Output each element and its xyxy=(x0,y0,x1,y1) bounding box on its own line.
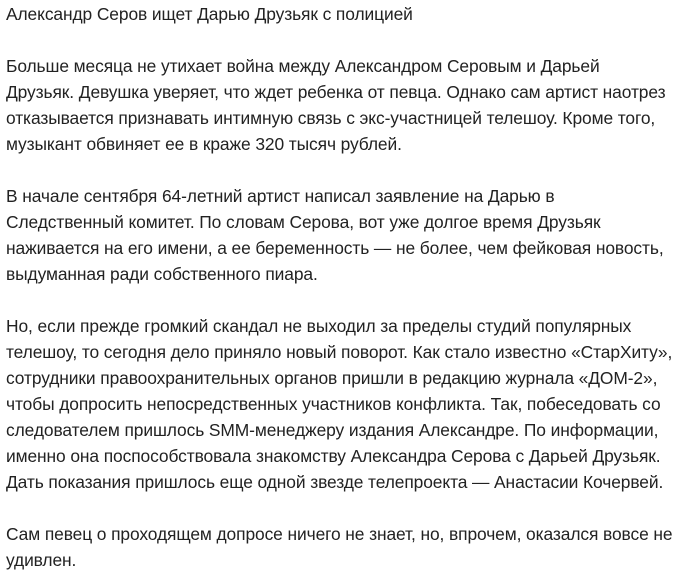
paragraph-3-line-4: чтобы допросить непосредственных участников конфликта. Так, побеседовать со xyxy=(6,394,661,414)
article-title: Александр Серов ищет Дарью Друзьяк с полицией xyxy=(6,4,413,24)
paragraph-4-line-1: Сам певец о проходящем допросе ничего не знает, но, впрочем, оказался вовсе не xyxy=(6,524,673,544)
paragraph-3-line-6: именно она поспособствовала знакомству Александра Серова с Дарьей Друзьяк. xyxy=(6,446,661,466)
paragraph-3-line-5: следователем пришлось SMM-менеджеру издания Александре. По информации, xyxy=(6,420,659,440)
paragraph-1-line-4: музыкант обвиняет ее в краже 320 тысяч рублей. xyxy=(6,134,402,154)
paragraph-3 xyxy=(6,313,696,495)
paragraph-3-line-7: Дать показания пришлось еще одной звезде телепроекта — Анастасии Кочервей. xyxy=(6,472,664,492)
paragraph-2-line-4: выдуманная ради собственного пиара. xyxy=(6,264,318,284)
paragraph-2-line-2: Следственный комитет. По словам Серова, вот уже долгое время Друзьяк xyxy=(6,212,601,232)
paragraph-spacer xyxy=(6,287,696,313)
paragraph-1-line-2: Друзьяк. Девушка уверяет, что ждет ребенка от певца. Однако сам артист наотрез xyxy=(6,82,666,102)
paragraph-2-line-1: В начале сентября 64-летний артист написал заявление на Дарью в xyxy=(6,186,555,206)
paragraph-1 xyxy=(6,53,696,157)
paragraph-4 xyxy=(6,521,696,573)
paragraph-4-line-2: удивлен. xyxy=(6,550,77,570)
paragraph-spacer xyxy=(6,157,696,183)
article xyxy=(6,0,696,573)
paragraph-1-line-1: Больше месяца не утихает война между Александром Серовым и Дарьей xyxy=(6,56,600,76)
paragraph-spacer xyxy=(6,495,696,521)
paragraph-2-line-3: наживается на его имени, а ее беременность — не более, чем фейковая новость, xyxy=(6,238,664,258)
paragraph-3-line-1: Но, если прежде громкий скандал не выходил за пределы студий популярных xyxy=(6,316,632,336)
paragraph-3-line-3: сотрудники правоохранительных органов пришли в редакцию журнала «ДОМ-2», xyxy=(6,368,658,388)
paragraph-1-line-3: отказывается признавать интимную связь с экс-участницей телешоу. Кроме того, xyxy=(6,108,656,128)
paragraph-2 xyxy=(6,183,696,287)
paragraph-3-line-2: телешоу, то сегодня дело приняло новый поворот. Как стало известно «СтарХиту», xyxy=(6,342,673,362)
paragraph-spacer xyxy=(6,27,696,53)
